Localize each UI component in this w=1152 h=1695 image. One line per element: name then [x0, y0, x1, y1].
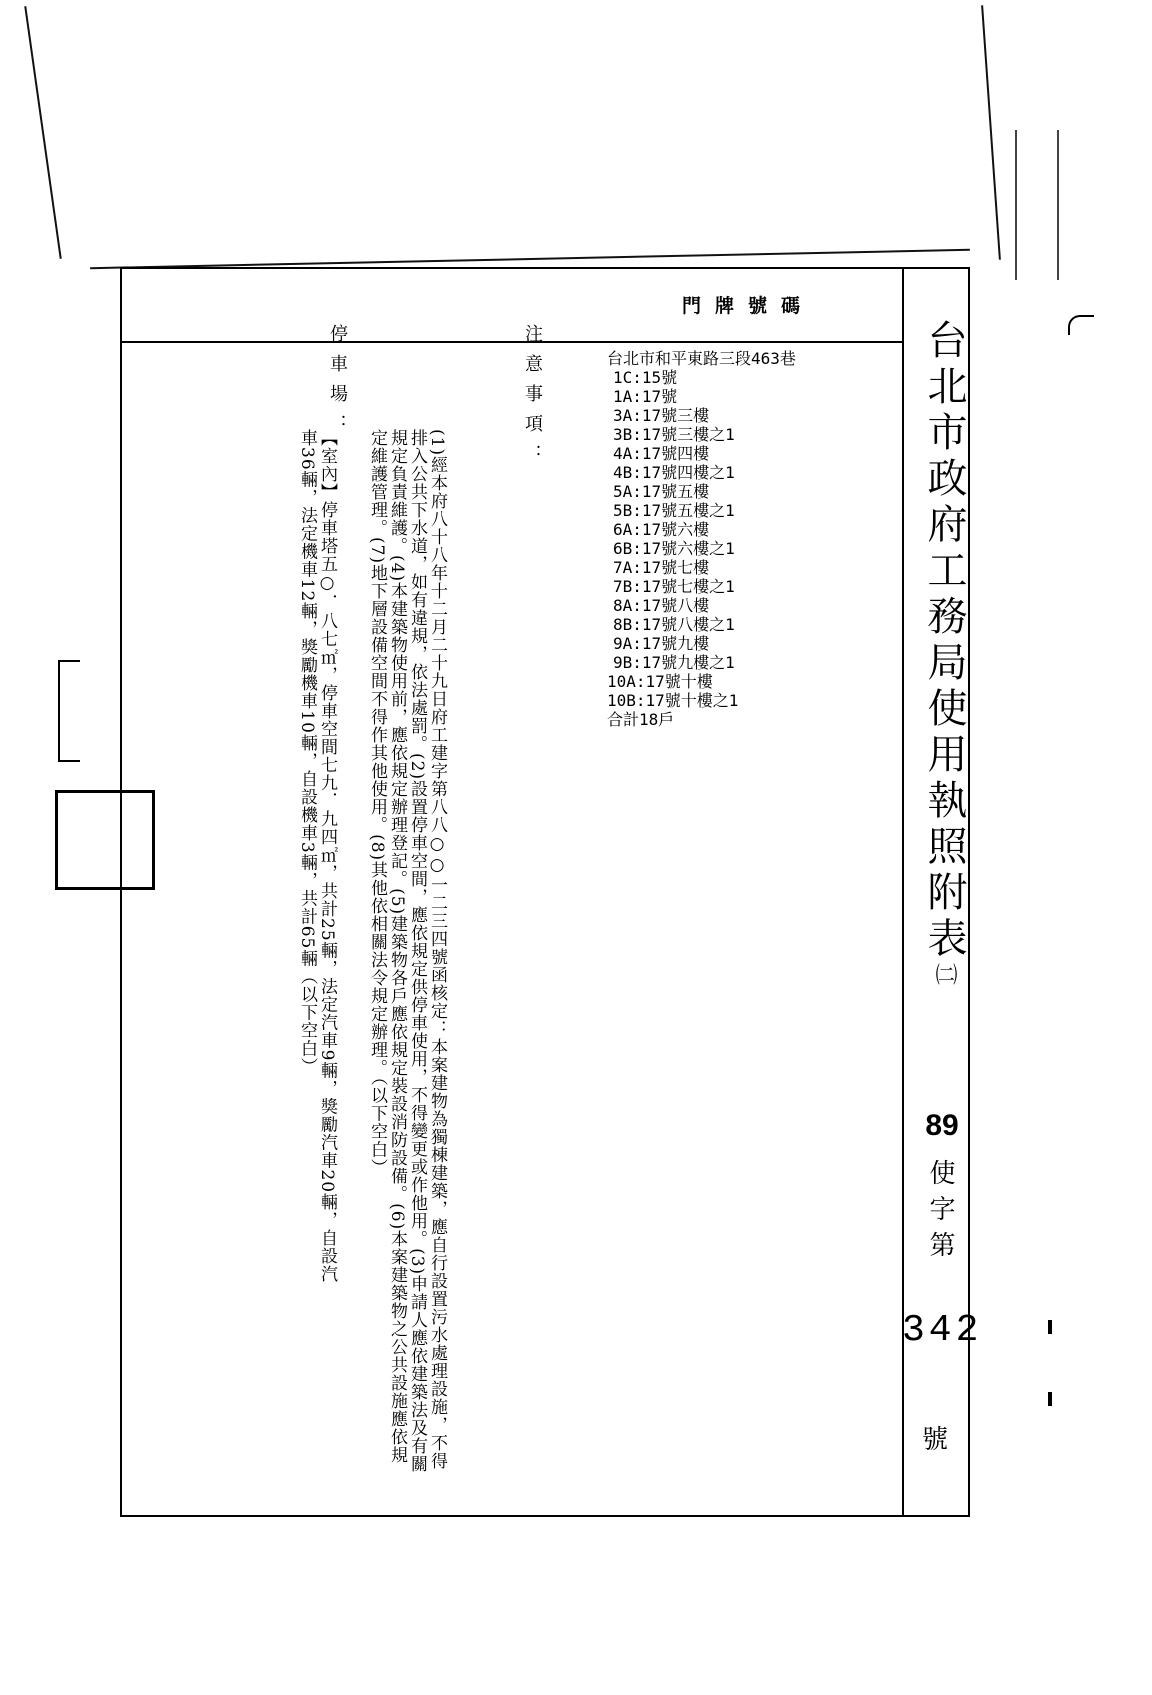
address-unit: 10B:17號十樓之1	[607, 691, 739, 710]
permit-number: 342	[902, 1309, 983, 1352]
notes-body: (1)經本府八十八年十二月二十九日府工建字第八八○○一二三四號函核定：本案建物為獨棟建築，應自行設置污水處理設施，不得排入公共下水道，如有違規，依法處罰。(2)設置停車空間，應依規定供停車使用，不得變更或作他用。(3)申請人應依建築法及有關規定負責維護。(4)本建築物使用前，應依規定辦理登記。(5)建築物各戶應依規定裝設消防設備。(6)本案建築物之公共設施應依規定維護管理。(7)地下層設備空間不得作其他使用。(8)其他依相關法令規定辦理。（以下空白）	[367, 429, 447, 1474]
margin-bracket-mark	[58, 660, 60, 760]
permit-appendix-form	[120, 267, 983, 1517]
address-unit: 5A:17號五樓	[613, 482, 710, 501]
address-unit: 8A:17號八樓	[613, 596, 710, 615]
address-unit: 9A:17號九樓	[613, 634, 710, 653]
scan-edge-left	[24, 6, 61, 259]
scan-edge-right	[981, 5, 1001, 260]
margin-dot	[1048, 1320, 1052, 1334]
parking-heading: 停車場：	[327, 324, 348, 444]
margin-stamp-mark	[1015, 130, 1059, 280]
address-list	[607, 349, 796, 729]
address-unit: 7A:17號七樓	[613, 558, 710, 577]
address-unit: 1C:15號	[613, 368, 678, 387]
header-divider	[122, 341, 902, 343]
address-unit: 5B:17號五樓之1	[613, 501, 735, 520]
margin-dash	[58, 760, 80, 762]
notes-heading: 注意事項：	[522, 324, 543, 474]
address-unit: 7B:17號七樓之1	[613, 577, 735, 596]
form-title-text: 台北市政府工務局使用執照附表	[921, 319, 967, 963]
address-unit: 8B:17號八樓之1	[613, 615, 735, 634]
address-unit: 1A:17號	[613, 387, 678, 406]
address-unit: 3B:17號三樓之1	[613, 425, 735, 444]
address-street: 台北市和平東路三段463巷	[607, 349, 796, 368]
address-unit: 3A:17號三樓	[613, 406, 710, 425]
address-total: 合計18戶	[607, 710, 675, 729]
column-header: 門牌號碼	[682, 295, 815, 317]
address-unit: 10A:17號十樓	[607, 672, 713, 691]
permit-word: 使字第	[925, 1159, 955, 1267]
margin-dot	[1048, 1392, 1052, 1406]
address-unit: 4A:17號四樓	[613, 444, 710, 463]
form-title-suffix: ㈡	[932, 963, 957, 991]
address-unit: 9B:17號九樓之1	[613, 653, 735, 672]
permit-suffix: 號	[922, 1425, 949, 1455]
address-unit: 6A:17號六樓	[613, 520, 710, 539]
address-unit: 6B:17號六樓之1	[613, 539, 735, 558]
margin-signature-mark	[1068, 315, 1094, 335]
address-unit: 4B:17號四樓之1	[613, 463, 735, 482]
form-title	[912, 319, 972, 991]
parking-body: 【室內】停車塔五○．八七㎡，停車空間七九．九四㎡，共計25輛，法定汽車9輛，獎勵汽車20輛，自設汽車36輛，法定機車12輛，獎勵機車10輛，自設機車3輛，共計65輛（以下空白）	[297, 429, 337, 1284]
margin-dash	[58, 660, 80, 662]
permit-year: 89	[925, 1109, 959, 1142]
